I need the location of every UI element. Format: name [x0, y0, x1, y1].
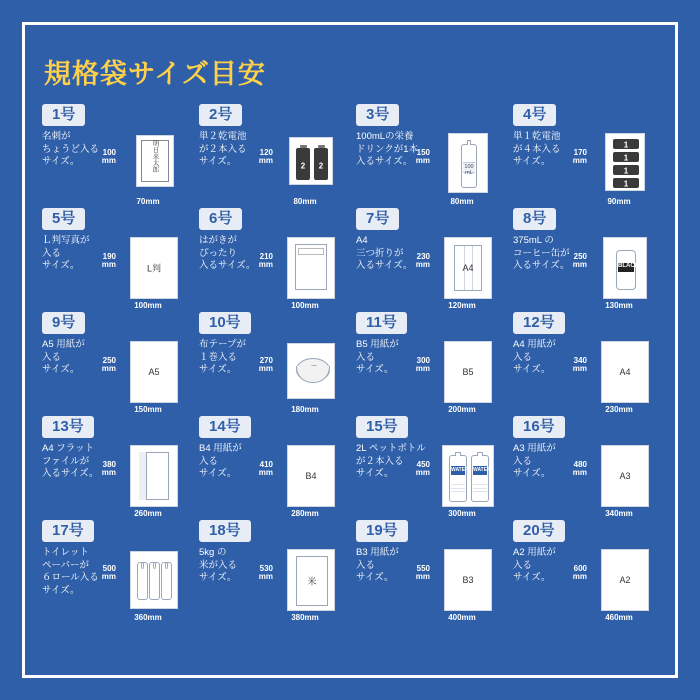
size-description: 名刺が ちょうど入る サイズ。	[42, 131, 100, 168]
height-value: 530	[259, 564, 273, 573]
width-dimension: 360mm	[134, 613, 162, 622]
height-unit: mm	[572, 468, 587, 478]
width-dimension: 230mm	[605, 405, 633, 414]
size-body	[40, 443, 189, 517]
height-dimension	[251, 357, 273, 374]
size-illustration	[118, 339, 190, 405]
size-body	[40, 131, 189, 205]
height-unit: mm	[415, 364, 430, 374]
size-badge: 15号	[356, 416, 408, 438]
size-body	[40, 235, 189, 309]
size-description: A3 用紙が 入る サイズ。	[513, 443, 556, 480]
sample-coffee-can: BLACK	[603, 237, 647, 299]
size-description: 単２乾電池 が２本入る サイズ。	[199, 131, 247, 168]
size-illustration	[118, 235, 190, 301]
width-dimension: 180mm	[291, 405, 319, 414]
height-dimension	[565, 461, 587, 478]
height-dimension	[251, 253, 273, 270]
size-illustration	[118, 443, 190, 509]
height-unit: mm	[101, 468, 116, 478]
height-value: 300	[416, 356, 430, 365]
sample-water-bottles: WATER WATER	[442, 445, 494, 507]
height-value: 120	[259, 148, 273, 157]
size-badge: 1号	[42, 104, 85, 126]
width-dimension: 260mm	[134, 509, 162, 518]
sample-tape-roll	[287, 343, 335, 399]
size-description: はがきが ぴったり 入るサイズ。	[199, 235, 256, 272]
height-value: 500	[102, 564, 116, 573]
size-cell	[36, 312, 193, 416]
sample-paper: A5	[130, 341, 178, 403]
height-unit: mm	[415, 468, 430, 478]
size-body	[511, 235, 660, 309]
sample-trifold: A4	[444, 237, 492, 299]
sample-drink-bottle: 100 mL	[448, 133, 488, 193]
sample-paper: B3	[444, 549, 492, 611]
size-description: A4 フラット ファイルが 入るサイズ。	[42, 443, 99, 480]
height-dimension	[565, 253, 587, 270]
size-illustration	[275, 443, 347, 509]
height-unit: mm	[101, 156, 116, 166]
size-cell	[193, 416, 350, 520]
height-unit: mm	[415, 260, 430, 270]
size-badge: 9号	[42, 312, 85, 334]
size-cell	[36, 520, 193, 624]
height-dimension	[94, 253, 116, 270]
size-body	[40, 339, 189, 413]
size-body	[40, 547, 189, 621]
sample-batteries-4: 1 1 1 1	[605, 133, 645, 191]
size-badge: 16号	[513, 416, 565, 438]
size-description: 100mLの栄養 ドリンクが1本 入るサイズ。	[356, 131, 419, 168]
size-badge: 11号	[356, 312, 407, 334]
height-unit: mm	[101, 364, 116, 374]
width-dimension: 400mm	[448, 613, 476, 622]
size-cell	[350, 520, 507, 624]
size-illustration	[589, 547, 661, 613]
height-value: 150	[416, 148, 430, 157]
size-badge: 18号	[199, 520, 251, 542]
height-dimension	[251, 461, 273, 478]
size-cell	[507, 416, 664, 520]
sample-business-card: 明日来太郎	[136, 135, 174, 187]
sample-paper: A3	[601, 445, 649, 507]
width-dimension: 340mm	[605, 509, 633, 518]
size-description: トイレット ペーパーが ６ロール入る サイズ。	[42, 547, 99, 596]
height-value: 250	[102, 356, 116, 365]
size-body	[197, 547, 346, 621]
height-unit: mm	[258, 156, 273, 166]
height-dimension	[408, 565, 430, 582]
width-dimension: 150mm	[134, 405, 162, 414]
sample-paper: B4	[287, 445, 335, 507]
sample-batteries: 2 2	[289, 137, 333, 185]
size-body	[197, 339, 346, 413]
height-unit: mm	[258, 260, 273, 270]
height-unit: mm	[572, 260, 587, 270]
size-illustration	[589, 131, 661, 197]
size-description: A4 用紙が 入る サイズ。	[513, 339, 556, 376]
size-body	[354, 339, 503, 413]
height-value: 450	[416, 460, 430, 469]
width-dimension: 80mm	[293, 197, 317, 206]
size-cell	[193, 520, 350, 624]
size-description: 5kg の 米が入る サイズ。	[199, 547, 238, 584]
height-value: 380	[102, 460, 116, 469]
height-value: 270	[259, 356, 273, 365]
size-description: A5 用紙が 入る サイズ。	[42, 339, 85, 376]
height-dimension	[94, 565, 116, 582]
height-dimension	[408, 357, 430, 374]
height-dimension	[565, 565, 587, 582]
size-illustration	[275, 547, 347, 613]
sample-paper: L判	[130, 237, 178, 299]
size-cell	[350, 416, 507, 520]
size-body	[511, 547, 660, 621]
sample-rice-bag: 米	[287, 549, 335, 611]
height-value: 100	[102, 148, 116, 157]
height-unit: mm	[258, 572, 273, 582]
size-description: 布テープが １巻入る サイズ。	[199, 339, 247, 376]
width-dimension: 200mm	[448, 405, 476, 414]
height-dimension	[251, 565, 273, 582]
size-badge: 6号	[199, 208, 242, 230]
height-unit: mm	[101, 572, 116, 582]
size-description: 375mL の コーヒー缶が 入るサイズ。	[513, 235, 570, 272]
size-body	[511, 339, 660, 413]
size-cell	[36, 104, 193, 208]
size-body	[354, 235, 503, 309]
height-value: 340	[573, 356, 587, 365]
sample-flat-file	[130, 445, 178, 507]
size-description: 2L ペットボトル が２本入る サイズ。	[356, 443, 426, 480]
size-description: B3 用紙が 入る サイズ。	[356, 547, 399, 584]
width-dimension: 70mm	[136, 197, 160, 206]
size-cell	[350, 104, 507, 208]
height-unit: mm	[258, 364, 273, 374]
width-dimension: 100mm	[134, 301, 162, 310]
size-body	[197, 131, 346, 205]
height-dimension	[94, 461, 116, 478]
width-dimension: 80mm	[450, 197, 474, 206]
size-cell	[193, 208, 350, 312]
height-unit: mm	[415, 156, 430, 166]
size-badge: 3号	[356, 104, 399, 126]
height-dimension	[251, 149, 273, 166]
height-unit: mm	[572, 156, 587, 166]
size-illustration	[589, 235, 661, 301]
size-body	[511, 131, 660, 205]
sample-paper: B5	[444, 341, 492, 403]
size-description: 単１乾電池 が４本入る サイズ。	[513, 131, 561, 168]
size-badge: 10号	[199, 312, 251, 334]
width-dimension: 120mm	[448, 301, 476, 310]
height-unit: mm	[572, 572, 587, 582]
width-dimension: 300mm	[448, 509, 476, 518]
height-value: 250	[573, 252, 587, 261]
size-illustration	[275, 131, 347, 197]
width-dimension: 380mm	[291, 613, 319, 622]
size-illustration	[589, 339, 661, 405]
sample-postcard	[287, 237, 335, 299]
size-grid	[36, 104, 664, 624]
height-value: 190	[102, 252, 116, 261]
size-badge: 4号	[513, 104, 556, 126]
sample-paper: A2	[601, 549, 649, 611]
height-dimension	[94, 149, 116, 166]
width-dimension: 460mm	[605, 613, 633, 622]
size-body	[354, 547, 503, 621]
size-illustration	[432, 131, 504, 197]
size-illustration	[432, 547, 504, 613]
size-illustration	[118, 131, 190, 197]
size-illustration	[118, 547, 190, 613]
width-dimension: 100mm	[291, 301, 319, 310]
size-body	[197, 443, 346, 517]
size-cell	[193, 104, 350, 208]
height-dimension	[408, 253, 430, 270]
size-body	[197, 235, 346, 309]
width-dimension: 90mm	[607, 197, 631, 206]
size-cell	[507, 520, 664, 624]
height-value: 550	[416, 564, 430, 573]
size-illustration	[432, 235, 504, 301]
sample-paper: A4	[601, 341, 649, 403]
size-illustration	[432, 443, 504, 509]
height-dimension	[565, 357, 587, 374]
size-body	[354, 443, 503, 517]
size-body	[511, 443, 660, 517]
height-unit: mm	[101, 260, 116, 270]
height-value: 170	[573, 148, 587, 157]
sample-toilet-rolls	[130, 551, 178, 609]
size-badge: 12号	[513, 312, 565, 334]
height-dimension	[94, 357, 116, 374]
size-cell	[36, 416, 193, 520]
size-description: Ｌ判写真が 入る サイズ。	[42, 235, 90, 272]
page-title: 規格袋サイズ目安	[44, 59, 266, 89]
height-unit: mm	[258, 468, 273, 478]
size-illustration	[275, 235, 347, 301]
size-cell	[507, 312, 664, 416]
size-cell	[350, 312, 507, 416]
height-value: 410	[259, 460, 273, 469]
size-description: A2 用紙が 入る サイズ。	[513, 547, 556, 584]
size-description: B4 用紙が 入る サイズ。	[199, 443, 242, 480]
size-badge: 5号	[42, 208, 85, 230]
size-description: A4 三つ折りが 入るサイズ。	[356, 235, 413, 272]
height-value: 480	[573, 460, 587, 469]
height-dimension	[408, 149, 430, 166]
height-unit: mm	[572, 364, 587, 374]
size-body	[354, 131, 503, 205]
size-badge: 17号	[42, 520, 94, 542]
size-cell	[350, 208, 507, 312]
height-dimension	[408, 461, 430, 478]
size-badge: 7号	[356, 208, 399, 230]
size-badge: 13号	[42, 416, 94, 438]
height-unit: mm	[415, 572, 430, 582]
size-illustration	[275, 339, 347, 405]
width-dimension: 280mm	[291, 509, 319, 518]
size-badge: 8号	[513, 208, 556, 230]
size-cell	[507, 208, 664, 312]
size-badge: 19号	[356, 520, 408, 542]
height-value: 230	[416, 252, 430, 261]
size-description: B5 用紙が 入る サイズ。	[356, 339, 399, 376]
size-cell	[193, 312, 350, 416]
height-dimension	[565, 149, 587, 166]
size-illustration	[589, 443, 661, 509]
height-value: 210	[259, 252, 273, 261]
size-badge: 14号	[199, 416, 251, 438]
width-dimension: 130mm	[605, 301, 633, 310]
size-cell	[36, 208, 193, 312]
size-badge: 2号	[199, 104, 242, 126]
height-value: 600	[573, 564, 587, 573]
size-illustration	[432, 339, 504, 405]
size-badge: 20号	[513, 520, 565, 542]
size-cell	[507, 104, 664, 208]
